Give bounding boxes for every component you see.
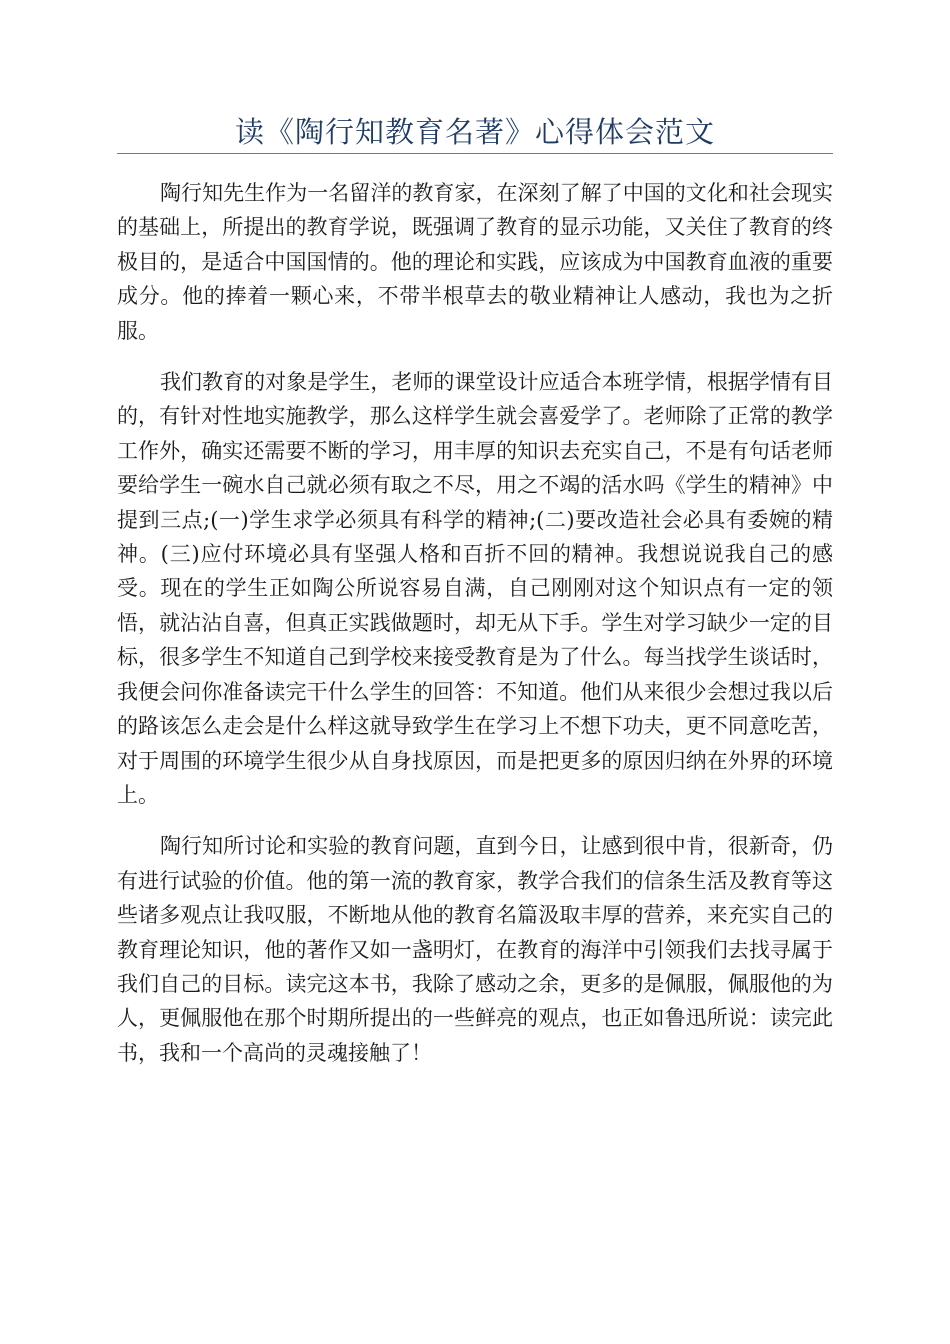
paragraph-2: 我们教育的对象是学生，老师的课堂设计应适合本班学情，根据学情有目的，有针对性地实施教学，那么这样学生就会喜爱学了。老师除了正常的教学工作外，确实还需要不断的学习，用丰厚的知识去充实自己，不是有句话老师要给学生一碗水自己就必须有取之不尽，用之不竭的活水吗《学生的精神》中提到三点;(一)学生求学必须具有科学的精神;(二)要改造社会必具有委婉的精神。(三)应付环境必具有坚强人格和百折不回的精神。我想说说我自己的感受。现在的学生正如陶公所说容易自满，自己刚刚对这个知识点有一定的领悟，就沾沾自喜，但真正实践做题时，却无从下手。学生对学习缺少一定的目标，很多学生不知道自己到学校来接受教育是为了什么。每当找学生谈话时，我便会问你准备读完干什么学生的回答：不知道。他们从来很少会想过我以后的路该怎么走会是什么样这就导致学生在学习上不想下功夫，更不同意吃苦，对于周围的环境学生很少从自身找原因，而是把更多的原因归纳在外界的环境上。 [117,370,833,807]
title-underline [117,153,833,154]
paragraph-3: 陶行知所讨论和实验的教育问题，直到今日，让感到很中肯，很新奇，仍有进行试验的价值。他的第一流的教育家，教学合我们的信条生活及教育等这些诸多观点让我叹服，不断地从他的教育名篇汲取丰厚的营养，来充实自己的教育理论知识，他的著作又如一盏明灯，在教育的海洋中引领我们去找寻属于我们自己的目标。读完这本书，我除了感动之余，更多的是佩服，佩服他的为人，更佩服他在那个时期所提出的一些鲜亮的观点，也正如鲁迅所说：读完此书，我和一个高尚的灵魂接触了！ [117,834,833,1065]
document-title: 读《陶行知教育名著》心得体会范文 [234,115,715,149]
paragraph-1: 陶行知先生作为一名留洋的教育家，在深刻了解了中国的文化和社会现实的基础上，所提出的教育学说，既强调了教育的显示功能，又关住了教育的终极目的，是适合中国国情的。他的理论和实践，应该成为中国教育血液的重要成分。他的捧着一颗心来，不带半根草去的敬业精神让人感动，我也为之折服。 [117,181,833,343]
document-body [117,176,833,1087]
